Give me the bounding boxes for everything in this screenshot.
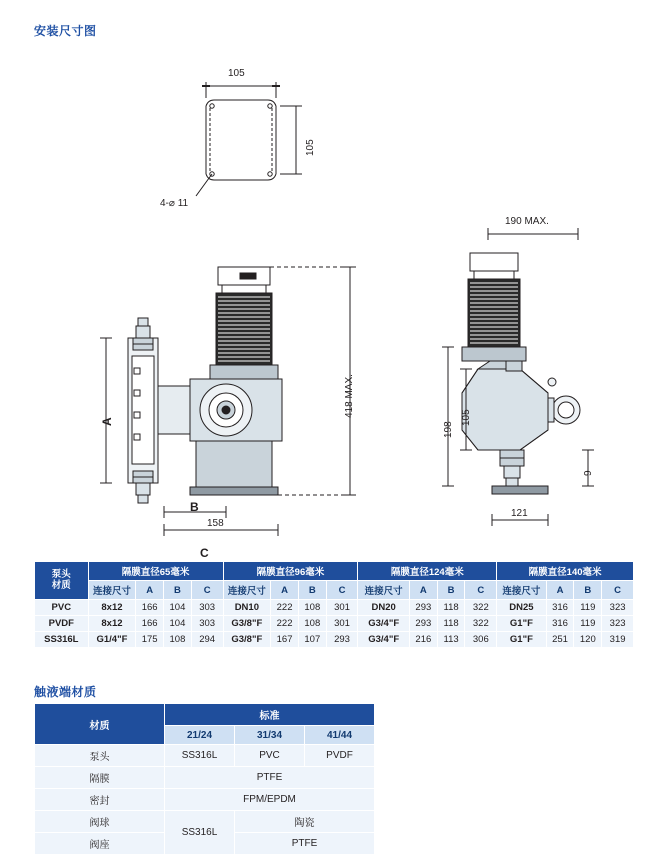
g1-ss-conn: G3/8"F xyxy=(223,632,271,648)
subheader-c-0: C xyxy=(191,581,223,600)
label-dim-198: 198 xyxy=(443,421,454,438)
subheader-c-1: C xyxy=(326,581,358,600)
g2-ss-conn: G3/4"F xyxy=(358,632,410,648)
label-dim-105-side: 105 xyxy=(461,409,472,426)
dimension-tables xyxy=(34,561,634,648)
g0-ss-c: 294 xyxy=(191,632,223,648)
wetted-r0-c2: PVDF xyxy=(305,745,375,767)
g1-ss-c: 293 xyxy=(326,632,358,648)
g0-pvdf-c: 303 xyxy=(191,616,223,632)
table-row xyxy=(35,616,634,632)
g1-pvdf-a: 222 xyxy=(271,616,299,632)
wetted-table xyxy=(34,703,375,855)
table-row xyxy=(35,811,375,833)
g0-pvdf-a: 166 xyxy=(136,616,164,632)
g1-pvc-conn: DN10 xyxy=(223,600,271,616)
corner-label-line2: 材质 xyxy=(51,579,71,591)
g3-pvdf-conn: G1"F xyxy=(497,616,546,632)
label-top-height: 105 xyxy=(305,139,316,156)
page-title-wetted: 触液端材质 xyxy=(34,685,97,699)
g3-pvdf-b: 119 xyxy=(574,616,602,632)
drawing-svg xyxy=(0,38,668,548)
wetted-r1-c0: PTFE xyxy=(165,767,375,789)
g3-pvc-b: 119 xyxy=(574,600,602,616)
g3-ss-b: 120 xyxy=(574,632,602,648)
label-dim-b: B xyxy=(190,500,199,514)
table-row xyxy=(35,632,634,648)
g2-pvdf-conn: G3/4"F xyxy=(358,616,410,632)
g3-pvdf-c: 323 xyxy=(602,616,634,632)
label-dim-121: 121 xyxy=(511,508,528,519)
subheader-conn-2: 连接尺寸 xyxy=(358,581,410,600)
g2-pvc-conn: DN20 xyxy=(358,600,410,616)
g0-ss-conn: G1/4"F xyxy=(88,632,136,648)
label-dim-a: A xyxy=(100,417,114,426)
g2-ss-a: 216 xyxy=(409,632,437,648)
g1-ss-b: 107 xyxy=(298,632,326,648)
subheader-a-3: A xyxy=(546,581,574,600)
g1-pvc-a: 222 xyxy=(271,600,299,616)
subheader-conn-0: 连接尺寸 xyxy=(88,581,136,600)
g3-ss-a: 251 xyxy=(546,632,574,648)
g1-pvdf-conn: G3/8"F xyxy=(223,616,271,632)
label-dim-9: 9 xyxy=(583,470,594,476)
table-row xyxy=(35,789,375,811)
label-height-max: 418 MAX. xyxy=(344,374,355,418)
g1-pvdf-c: 301 xyxy=(326,616,358,632)
wetted-col-3134: 31/34 xyxy=(235,726,305,745)
group-title-2: 隔膜直径124毫米 xyxy=(358,562,497,581)
group-title-1: 隔膜直径96毫米 xyxy=(223,562,358,581)
page-title-install: 安装尺寸图 xyxy=(34,24,97,38)
label-hole-spec: 4-⌀ 11 xyxy=(160,198,189,209)
group-title-3: 隔膜直径140毫米 xyxy=(497,562,634,581)
g2-pvdf-a: 293 xyxy=(409,616,437,632)
g0-pvdf-b: 104 xyxy=(164,616,192,632)
table-row xyxy=(35,600,634,616)
g2-pvdf-b: 118 xyxy=(437,616,465,632)
label-dim-158: 158 xyxy=(207,518,224,529)
subheader-c-3: C xyxy=(602,581,634,600)
wetted-header-material: 材质 xyxy=(35,704,165,745)
wetted-col-4144: 41/44 xyxy=(305,726,375,745)
g1-pvc-b: 108 xyxy=(298,600,326,616)
wetted-header-standard: 标准 xyxy=(165,704,375,726)
g3-ss-conn: G1"F xyxy=(497,632,546,648)
g0-pvdf-conn: 8x12 xyxy=(88,616,136,632)
g0-pvc-conn: 8x12 xyxy=(88,600,136,616)
g3-ss-c: 319 xyxy=(602,632,634,648)
g2-pvc-b: 118 xyxy=(437,600,465,616)
g0-ss-b: 108 xyxy=(164,632,192,648)
label-width-max: 190 MAX. xyxy=(505,216,549,227)
label-top-width: 105 xyxy=(228,68,245,79)
wetted-header-row xyxy=(35,704,375,726)
subheader-b-1: B xyxy=(298,581,326,600)
wetted-row-label-2: 密封 xyxy=(35,789,165,811)
row-label-pvc: PVC xyxy=(35,600,89,616)
g1-ss-a: 167 xyxy=(271,632,299,648)
g0-pvc-c: 303 xyxy=(191,600,223,616)
subheader-a-0: A xyxy=(136,581,164,600)
corner-label-line1: 泵头 xyxy=(51,568,71,580)
g0-pvc-b: 104 xyxy=(164,600,192,616)
wetted-r3-c0: SS316L xyxy=(165,811,235,855)
subheader-a-2: A xyxy=(409,581,437,600)
wetted-materials-table xyxy=(34,703,374,855)
g0-ss-a: 175 xyxy=(136,632,164,648)
wetted-row-label-0: 泵头 xyxy=(35,745,165,767)
g2-ss-c: 306 xyxy=(465,632,497,648)
g3-pvc-a: 316 xyxy=(546,600,574,616)
group-title-0: 隔膜直径65毫米 xyxy=(88,562,223,581)
wetted-r3-c1: 陶瓷 xyxy=(235,811,375,833)
wetted-r0-c0: SS316L xyxy=(165,745,235,767)
subheader-b-2: B xyxy=(437,581,465,600)
g2-ss-b: 113 xyxy=(437,632,465,648)
subheader-c-2: C xyxy=(465,581,497,600)
subheader-b-0: B xyxy=(164,581,192,600)
table-header-row-groups xyxy=(35,562,634,581)
subheader-b-3: B xyxy=(574,581,602,600)
wetted-r0-c1: PVC xyxy=(235,745,305,767)
g1-pvc-c: 301 xyxy=(326,600,358,616)
table-row xyxy=(35,767,375,789)
subheader-conn-1: 连接尺寸 xyxy=(223,581,271,600)
label-dim-c: C xyxy=(200,546,209,560)
wetted-row-label-3: 阀球 xyxy=(35,811,165,833)
subheader-a-1: A xyxy=(271,581,299,600)
table-header-row-columns xyxy=(35,581,634,600)
subheader-conn-3: 连接尺寸 xyxy=(497,581,546,600)
wetted-row-label-1: 隔膜 xyxy=(35,767,165,789)
wetted-col-2124: 21/24 xyxy=(165,726,235,745)
g3-pvdf-a: 316 xyxy=(546,616,574,632)
g1-pvdf-b: 108 xyxy=(298,616,326,632)
g3-pvc-c: 323 xyxy=(602,600,634,616)
wetted-row-label-4: 阀座 xyxy=(35,833,165,855)
wetted-r2-c0: FPM/EPDM xyxy=(165,789,375,811)
dimension-table xyxy=(34,561,634,648)
wetted-r4-c0: PTFE xyxy=(235,833,375,855)
technical-drawing xyxy=(0,38,668,560)
g3-pvc-conn: DN25 xyxy=(497,600,546,616)
g2-pvdf-c: 322 xyxy=(465,616,497,632)
g0-pvc-a: 166 xyxy=(136,600,164,616)
row-label-pvdf: PVDF xyxy=(35,616,89,632)
row-label-ss316l: SS316L xyxy=(35,632,89,648)
g2-pvc-c: 322 xyxy=(465,600,497,616)
table-row xyxy=(35,745,375,767)
g2-pvc-a: 293 xyxy=(409,600,437,616)
